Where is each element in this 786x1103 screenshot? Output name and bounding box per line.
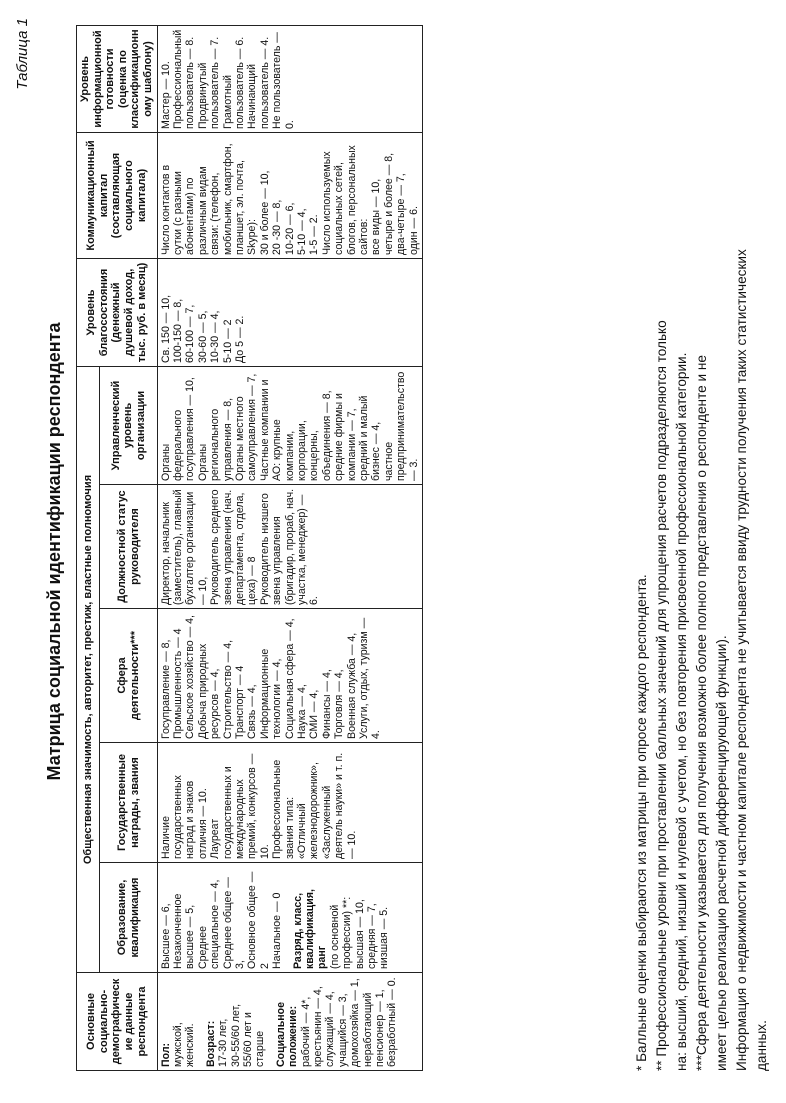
cell-line: Сельское хозяйство — 4, [184, 615, 197, 739]
header-sphere: Сфера деятельности*** [100, 609, 157, 743]
cell-line: Продвинутый пользователь — 7. [196, 36, 222, 129]
header-manager-status: Должностной статус руководителя [100, 485, 157, 609]
header-management-level: Управленческий уровень организации [100, 367, 157, 485]
cell-line: мужской, [171, 1022, 184, 1067]
cell-line: 17-30 лет, [217, 1018, 230, 1067]
cell-line: два-четыре — 7, [395, 173, 408, 255]
cell-line: Среднее общее — 3, [221, 877, 246, 969]
spacer [197, 976, 205, 1067]
cell-line: 55/60 лет и старше [242, 1012, 267, 1067]
cell-line: Органы регионального управления — 8, [196, 397, 234, 481]
cell-line: 5-10 — 4, [296, 208, 309, 255]
cell-line: 10-30 — 4, [209, 310, 222, 363]
cell-line: крестьянин — 4, [312, 986, 325, 1067]
cell-subheading: Социальное положение: [274, 1001, 300, 1067]
cell-line: домохозяйка — 1, [349, 978, 362, 1067]
cell-line: Незаконченное высшее — 5, [171, 893, 197, 969]
cell-line: Добыча природных ресурсов — 4, [196, 643, 222, 739]
footnote-line: имеет целью реализацию расчетной дифференцирующей функции). [714, 635, 729, 1071]
cell-line: СМИ — 4, [308, 689, 321, 739]
cell-line: служащий — 4, [324, 991, 337, 1067]
cell-line: Грамотный пользователь — 6. [221, 36, 246, 129]
cell-line: средние фирмы и компании — 7, [333, 393, 358, 481]
cell-line: Не пользователь — 0. [271, 32, 296, 129]
cell-line: Услуги, отдых, туризм — 4. [358, 617, 383, 739]
cell-line: Число контактов в сутки (с разными абонентами) по различным видам связи: (телефон, мобильник, смартфон, планшет, эл. почта, Skype): [159, 143, 259, 255]
cell-line: Транспорт — 4 [234, 665, 246, 739]
footnote-line: ***Сфера деятельности указывается для получения возможно более полного представления о респонденте и не [694, 355, 709, 1071]
cell-line: 30-60 — 5, [196, 310, 209, 363]
cell-line: все виды — 10, [370, 178, 383, 255]
cell-line: Органы федерального госуправления — 10, [159, 377, 197, 481]
footnote-line: на: высший, средний, низший и нулевой с учетом, но без повторения присвоенной профессиональной категории. [674, 352, 689, 1071]
cell-line: 1-5 — 2. [308, 214, 321, 255]
header-demographics: Основные социально-демографические данные респондента [77, 973, 158, 1071]
cell-line: Основное общее — 2 [246, 871, 271, 969]
footnote-line: * Балльные оценки выбираются из матрицы при опросе каждого респондента. [634, 574, 649, 1071]
cell-line: (по основной профессии) **: [328, 896, 354, 969]
header-communication: Коммуникационный капитал (составляющая социального капитала) [77, 133, 158, 259]
cell-line: 5-10 — 2 [221, 319, 234, 363]
cell-line: 20 -30 — 8, [271, 199, 284, 255]
spacer [284, 866, 292, 969]
cell-line: Промышленность — 4 [171, 628, 184, 739]
cell-line: 30 и более — 10, [258, 170, 271, 255]
cell-line: средняя — 7, [366, 903, 379, 969]
cell-line: один — 6. [407, 206, 420, 255]
cell-manager-status [157, 485, 423, 609]
cell-line: Информационные технологии — 4, [258, 648, 284, 739]
cell-line: Среднее специальное — 4, [196, 879, 222, 969]
header-group-significance: Общественная значимость, авторитет, престиж, властные полномочия [77, 367, 100, 973]
cell-line: Органы местного самоуправления — 7, [234, 373, 259, 481]
table-title: Матрица социальной идентификации респондента [44, 322, 64, 781]
cell-subheading: Возраст: [204, 1020, 217, 1067]
cell-line: высшая — 10, [353, 899, 366, 969]
cell-line: неработающий пенсионер — 1, [361, 989, 387, 1067]
body-row [157, 26, 423, 1071]
cell-line: Св. 150 — 10, [159, 294, 172, 363]
cell-wealth [157, 259, 423, 367]
footnote-line: Информация о недвижимости и частном капитале респондента не учитывается ввиду трудности получения таких статистических [734, 249, 749, 1071]
cell-line: Начальное — 0 [271, 892, 284, 969]
cell-line: учащийся — 3, [336, 993, 349, 1067]
footnote-line: данных. [754, 1020, 769, 1071]
cell-line: безработный — 0. [386, 977, 399, 1067]
cell-line: 60-100 — 7, [184, 304, 197, 363]
cell-line: Финансы — 4, [320, 669, 333, 739]
cell-line: Госуправление — 8, [159, 639, 172, 739]
cell-line: Строительство — 4, [221, 639, 234, 739]
cell-awards [157, 743, 423, 863]
cell-line: 100-150 — 8, [171, 298, 184, 363]
spacer [267, 976, 275, 1067]
cell-line: Частные компании и АО: крупные компании, корпорации, концерны, объединения — 8, [258, 379, 333, 481]
cell-line: Торговля — 4, [333, 669, 346, 739]
cell-subheading: Разряд, класс, квалификация, ранг [291, 889, 329, 969]
cell-line: Профессиональные звания типа: «Отличный железнодорожник», «Заслуженный деятель науки» и т. п. — 10. [271, 752, 358, 859]
footnotes [632, 26, 772, 1071]
cell-management-level [157, 367, 423, 485]
cell-line: частное предпринимательство — 3. [382, 371, 420, 481]
cell-line: Руководитель низшего звена управления (бригадир, прораб, нач. участка, менеджер) — 6. [258, 488, 321, 605]
cell-line: До 5 — 2. [234, 315, 246, 363]
header-wealth: Уровень благосостояния (денежный душевой доход, тыс. руб. в месяц) [77, 259, 158, 367]
cell-line: Высшее — 6, [159, 903, 172, 969]
cell-line: Лауреат государственных и международных премий, конкурсов — 10. [209, 753, 271, 859]
identification-matrix-table [76, 25, 423, 1071]
cell-line: рабочий — 4*, [299, 996, 312, 1067]
header-education: Образование, квалификация [100, 863, 157, 973]
cell-line: Наличие государственных наград и знаков отличия — 10. [159, 775, 209, 859]
cell-line: средний и малый бизнес — 4, [358, 395, 383, 481]
cell-line: низшая — 5. [378, 906, 391, 969]
cell-line: Социальная сфера — 4, [283, 618, 296, 739]
cell-line: Наука — 4, [296, 684, 309, 739]
cell-line: Начинающий пользователь — 4. [246, 36, 271, 129]
cell-line: Военная служба — 4, [345, 632, 358, 739]
cell-line: 30-55/60 лет, [229, 1003, 242, 1067]
cell-line: Руководитель среднего звена управления (нач. департамента, отдела, цеха) — 8 [209, 489, 259, 605]
table-number-label: Таблица 1 [14, 18, 31, 90]
cell-line: Профессиональный пользователь — 8. [171, 29, 197, 129]
cell-line: Директор, начальник (заместитель), главный бухгалтер организации — 10, [159, 489, 209, 605]
cell-line: женский. [184, 1023, 197, 1067]
header-row-1 [77, 26, 100, 1071]
cell-education [157, 863, 423, 973]
header-awards: Государственные награды, звания [100, 743, 157, 863]
cell-line: Число используемых социальных сетей, блогов, персональных сайтов: [320, 145, 371, 255]
cell-line: Связь — 4, [246, 684, 259, 739]
cell-sphere [157, 609, 423, 743]
cell-line: четыре и более — 8, [382, 152, 395, 255]
header-information-readiness: Уровень информационной готовности (оценка по классификационному шаблону) [77, 26, 158, 133]
cell-information-readiness [157, 26, 423, 133]
cell-subheading: Пол: [159, 1042, 172, 1067]
cell-line: Мастер — 10. [159, 61, 172, 129]
cell-line: 10-20 — 6, [283, 202, 296, 255]
cell-demographics [157, 973, 423, 1071]
footnote-line: ** Профессиональные уровни при проставлении балльных значений для упрощения расчетов подразделяются только [654, 320, 669, 1071]
cell-communication [157, 133, 423, 259]
